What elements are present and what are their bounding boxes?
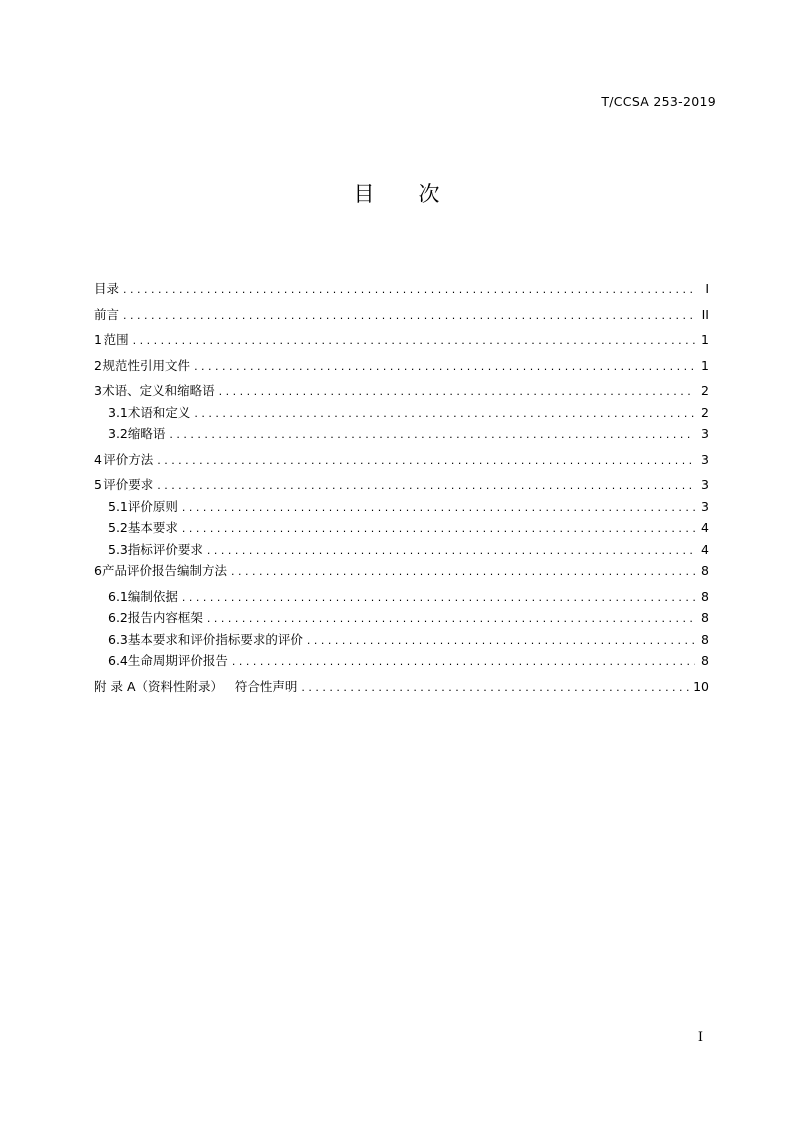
page-number: I [697, 1030, 703, 1045]
toc-entry-page: 2 [701, 383, 709, 398]
toc-entry-number: 6.4 [108, 653, 128, 668]
toc-entry-page: 3 [701, 426, 709, 441]
toc-entry[interactable] [94, 278, 709, 300]
toc-entry-number: 3 [94, 383, 102, 398]
toc-subentry[interactable] [94, 496, 709, 518]
toc-entry-label: 评价方法 [103, 451, 154, 467]
dot-leader [219, 381, 695, 403]
toc-subentry[interactable] [94, 650, 709, 672]
toc-entry-number: 5.1 [108, 498, 128, 514]
toc-entry-label: 目录 [94, 281, 120, 296]
toc-entry-label: 指标评价要求 [127, 541, 203, 557]
toc-entry-number: 4 [94, 451, 102, 467]
toc-entry-page: I [705, 281, 709, 296]
toc-entry-label: 编制依据 [127, 588, 178, 604]
table-of-contents [94, 274, 709, 697]
toc-entry-label: 报告内容框架 [127, 610, 203, 625]
toc-entry-page: 4 [701, 520, 709, 535]
dot-leader [307, 630, 695, 652]
toc-subentry[interactable] [94, 586, 709, 608]
toc-entry-label: 生命周期评价报告 [127, 653, 228, 668]
toc-entry-page: 8 [701, 588, 709, 604]
toc-entry-label: 缩略语 [127, 426, 166, 441]
toc-entry-number: 6.1 [108, 588, 128, 604]
toc-entry-page: 3 [701, 451, 709, 467]
toc-entry-label: 评价原则 [127, 498, 178, 514]
toc-entry-page: 8 [701, 631, 709, 647]
toc-entry[interactable] [94, 380, 709, 402]
toc-entry-label: 范围 [103, 332, 129, 347]
dot-leader [123, 305, 695, 327]
dot-leader [301, 677, 689, 699]
dot-leader [157, 450, 695, 472]
toc-subentry[interactable] [94, 517, 709, 539]
toc-entry-page: 8 [701, 563, 709, 578]
dot-leader [194, 403, 695, 425]
toc-entry-number: 6.2 [108, 610, 128, 625]
dot-leader [157, 475, 695, 497]
dot-leader [182, 587, 695, 609]
toc-entry-label: 基本要求 [127, 520, 178, 535]
toc-entry-number: 6 [94, 563, 102, 578]
toc-subentry[interactable] [94, 629, 709, 651]
toc-entry[interactable] [94, 560, 709, 582]
toc-entry-page: 4 [701, 541, 709, 557]
dot-leader [231, 561, 695, 583]
toc-entry[interactable] [94, 304, 709, 326]
title-char-2: 次 [418, 182, 440, 206]
toc-entry-page: 8 [701, 610, 709, 625]
dot-leader [169, 424, 695, 446]
toc-entry-label: 评价要求 [103, 477, 154, 492]
toc-entry[interactable] [94, 329, 709, 351]
toc-entry-page: 3 [701, 477, 709, 492]
toc-entry-number: 3.1 [108, 404, 128, 420]
toc-entry-number: 1 [94, 332, 102, 347]
dot-leader [133, 330, 695, 352]
dot-leader [232, 651, 695, 673]
toc-entry-label: 基本要求和评价指标要求的评价 [127, 631, 303, 647]
dot-leader [182, 497, 695, 519]
toc-entry-number: 5 [94, 477, 102, 492]
toc-subentry[interactable] [94, 539, 709, 561]
toc-entry-page: II [701, 306, 709, 322]
toc-entry[interactable] [94, 449, 709, 471]
toc-entry-number: 5.3 [108, 541, 128, 557]
dot-leader [207, 608, 695, 630]
document-code: T/CCSA 253-2019 [601, 94, 716, 109]
toc-entry-number: 2 [94, 357, 102, 373]
toc-entry-page: 2 [701, 404, 709, 420]
dot-leader [207, 540, 695, 562]
toc-entry-number: 6.3 [108, 631, 128, 647]
toc-entry-page: 1 [701, 332, 709, 347]
page-title [0, 178, 793, 208]
title-char-1: 目 [353, 182, 375, 206]
toc-entry-number: 3.2 [108, 426, 128, 441]
dot-leader [194, 356, 695, 378]
toc-entry-label: 术语、定义和缩略语 [102, 383, 215, 398]
toc-entry-page: 1 [701, 357, 709, 373]
toc-entry-page: 10 [693, 678, 709, 694]
toc-entry[interactable] [94, 355, 709, 377]
toc-entry-label: 产品评价报告编制方法 [101, 563, 227, 578]
toc-entry[interactable] [94, 474, 709, 496]
toc-entry-label: 规范性引用文件 [102, 357, 191, 373]
dot-leader [182, 518, 695, 540]
toc-entry-appendix[interactable] [94, 676, 709, 698]
toc-entry-label: 前言 [94, 306, 120, 322]
toc-entry-label: 附 录 A（资料性附录） 符合性声明 [94, 678, 298, 694]
toc-subentry[interactable] [94, 423, 709, 445]
toc-entry-page: 8 [701, 653, 709, 668]
toc-subentry[interactable] [94, 607, 709, 629]
toc-entry-label: 术语和定义 [127, 404, 191, 420]
toc-entry-page: 3 [701, 498, 709, 514]
toc-subentry[interactable] [94, 402, 709, 424]
toc-entry-number: 5.2 [108, 520, 128, 535]
dot-leader [123, 279, 695, 301]
